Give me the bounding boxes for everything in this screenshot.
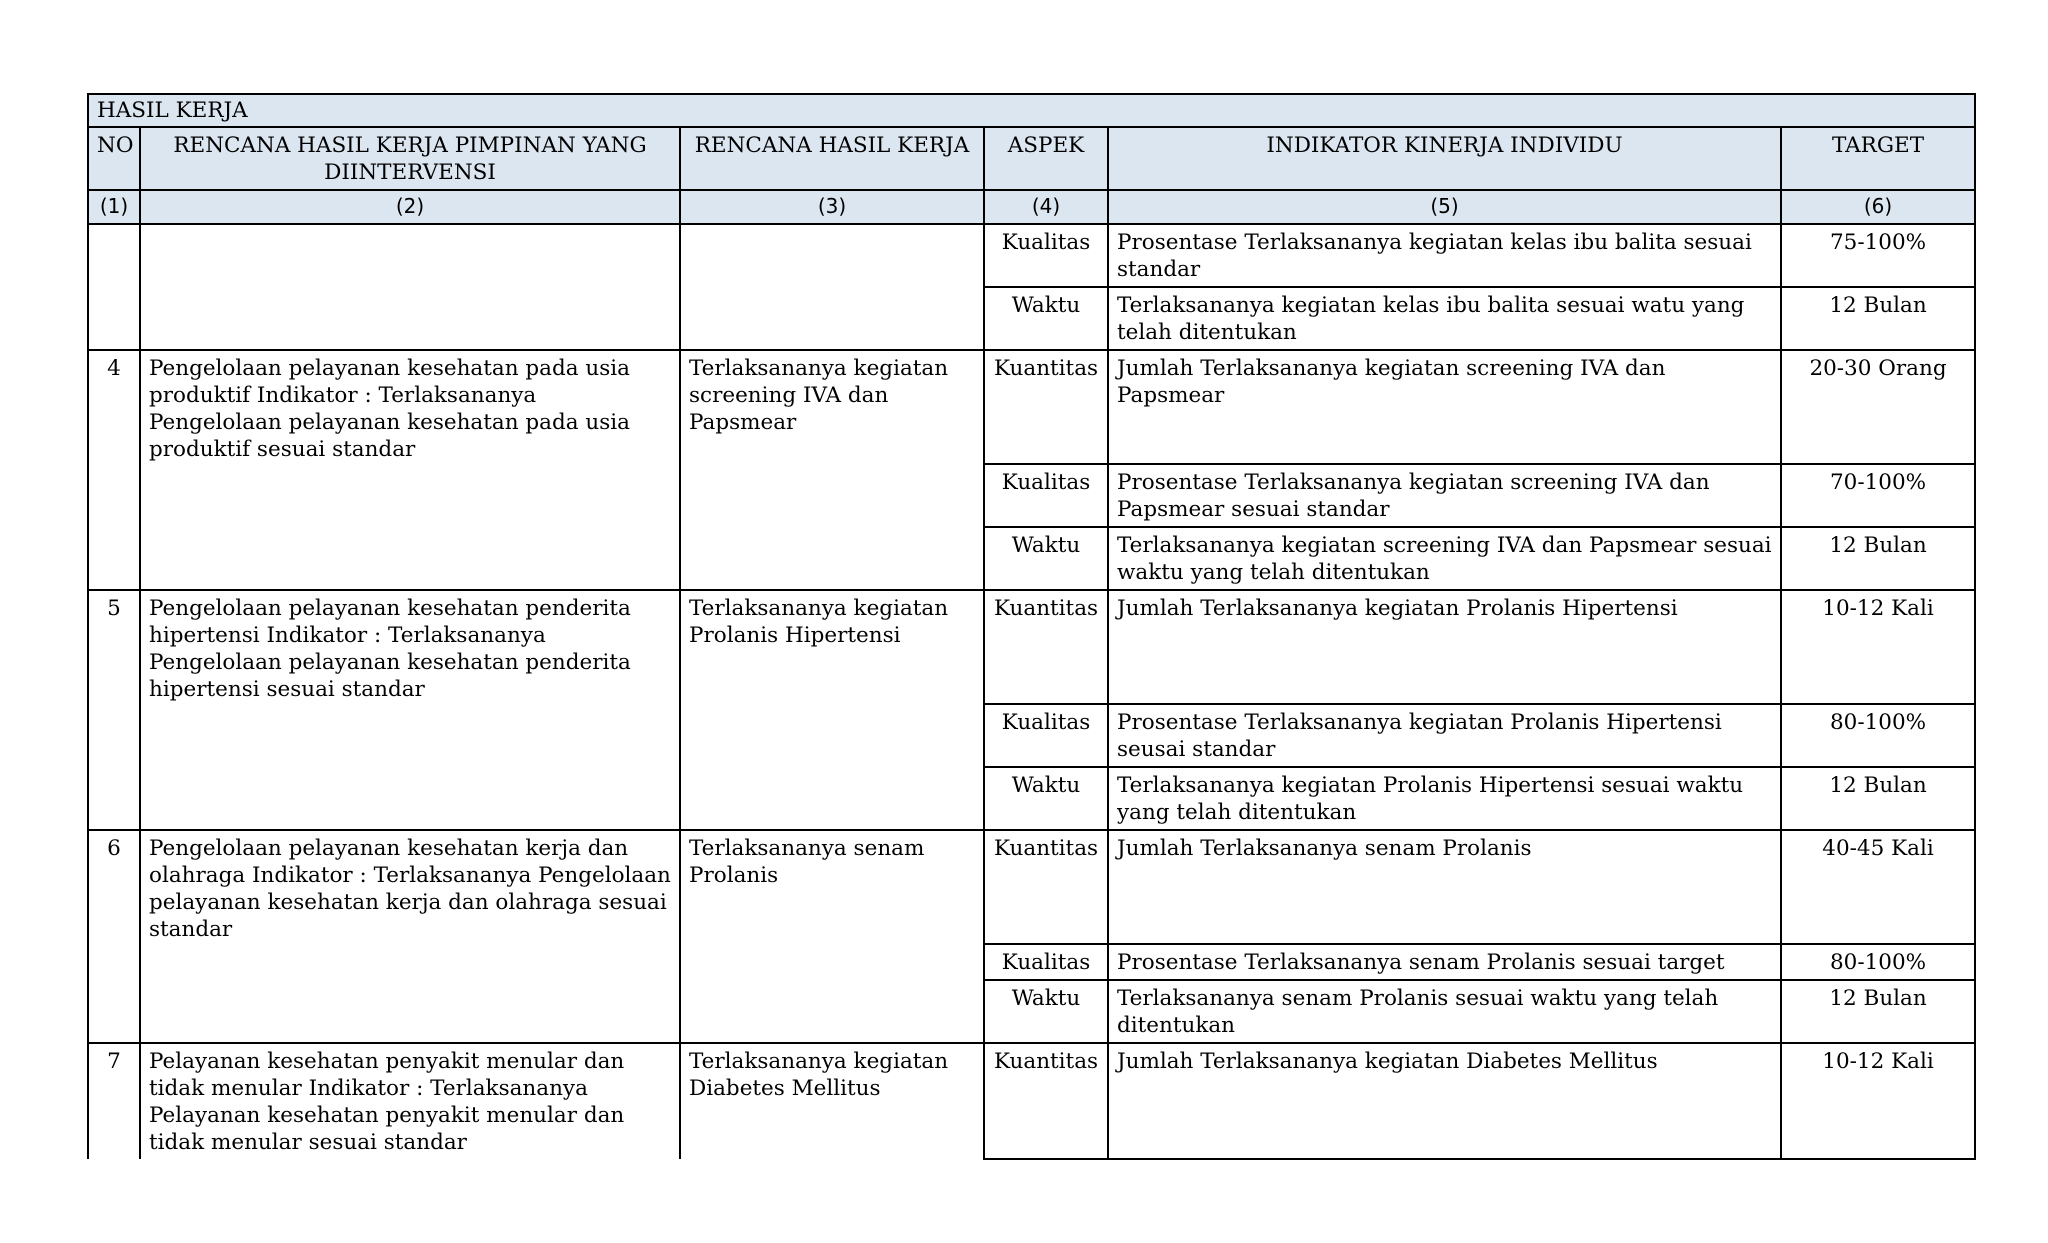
header-rencana-pimpinan: RENCANA HASIL KERJA PIMPINAN YANG DIINTERVENSI (140, 127, 680, 190)
aspek-cell: Waktu (984, 287, 1108, 350)
rencana-pimpinan-cell: Pengelolaan pelayanan kesehatan pada usia produktif Indikator : Terlaksananya Pengelolaan pelayanan kesehatan pada usia produktif sesuai standar (140, 350, 680, 590)
rencana-cell: Terlaksananya kegiatan Diabetes Mellitus (680, 1043, 984, 1159)
indikator-cell: Jumlah Terlaksananya kegiatan screening IVA dan Papsmear (1108, 350, 1781, 464)
indikator-cell: Prosentase Terlaksananya kegiatan screening IVA dan Papsmear sesuai standar (1108, 464, 1781, 527)
rencana-cell: Terlaksananya kegiatan screening IVA dan Papsmear (680, 350, 984, 590)
target-cell: 20-30 Orang (1781, 350, 1975, 464)
rencana-pimpinan-cell: Pengelolaan pelayanan kesehatan penderita hipertensi Indikator : Terlaksananya Pengelolaan pelayanan kesehatan penderita hipertensi sesuai standar (140, 590, 680, 830)
continued-no-cell (88, 224, 140, 350)
header-no: NO (88, 127, 140, 190)
row-number: 5 (88, 590, 140, 830)
aspek-cell: Kualitas (984, 944, 1108, 980)
aspek-cell: Kualitas (984, 464, 1108, 527)
column-number: (3) (680, 190, 984, 224)
indikator-cell: Prosentase Terlaksananya kegiatan kelas ibu balita sesuai standar (1108, 224, 1781, 287)
header-aspek: ASPEK (984, 127, 1108, 190)
target-cell: 40-45 Kali (1781, 830, 1975, 944)
indikator-cell: Jumlah Terlaksananya kegiatan Prolanis Hipertensi (1108, 590, 1781, 704)
indikator-cell: Terlaksananya kegiatan screening IVA dan Papsmear sesuai waktu yang telah ditentukan (1108, 527, 1781, 590)
indikator-cell: Terlaksananya kegiatan kelas ibu balita sesuai watu yang telah ditentukan (1108, 287, 1781, 350)
column-number: (4) (984, 190, 1108, 224)
target-cell: 12 Bulan (1781, 527, 1975, 590)
header-rencana: RENCANA HASIL KERJA (680, 127, 984, 190)
rencana-cell: Terlaksananya kegiatan Prolanis Hipertensi (680, 590, 984, 830)
rencana-pimpinan-cell: Pelayanan kesehatan penyakit menular dan tidak menular Indikator : Terlaksananya Pelayanan kesehatan penyakit menular dan tidak menular sesuai standar (140, 1043, 680, 1159)
table-title: HASIL KERJA (88, 94, 1975, 127)
aspek-cell: Kuantitas (984, 830, 1108, 944)
indikator-cell: Prosentase Terlaksananya kegiatan Prolanis Hipertensi seusai standar (1108, 704, 1781, 767)
aspek-cell: Kuantitas (984, 1043, 1108, 1159)
target-cell: 80-100% (1781, 944, 1975, 980)
indikator-cell: Jumlah Terlaksananya kegiatan Diabetes Mellitus (1108, 1043, 1781, 1159)
column-number: (1) (88, 190, 140, 224)
hasil-kerja-table (87, 93, 1976, 1160)
target-cell: 10-12 Kali (1781, 1043, 1975, 1159)
header-indikator: INDIKATOR KINERJA INDIVIDU (1108, 127, 1781, 190)
continued-rencana-cell (680, 224, 984, 350)
column-number: (5) (1108, 190, 1781, 224)
rencana-cell: Terlaksananya senam Prolanis (680, 830, 984, 1043)
target-cell: 70-100% (1781, 464, 1975, 527)
header-target: TARGET (1781, 127, 1975, 190)
continued-rencana-pimpinan-cell (140, 224, 680, 350)
target-cell: 75-100% (1781, 224, 1975, 287)
target-cell: 12 Bulan (1781, 287, 1975, 350)
aspek-cell: Waktu (984, 527, 1108, 590)
indikator-cell: Prosentase Terlaksananya senam Prolanis sesuai target (1108, 944, 1781, 980)
aspek-cell: Waktu (984, 767, 1108, 830)
target-cell: 10-12 Kali (1781, 590, 1975, 704)
target-cell: 12 Bulan (1781, 980, 1975, 1043)
column-number: (6) (1781, 190, 1975, 224)
indikator-cell: Jumlah Terlaksananya senam Prolanis (1108, 830, 1781, 944)
row-number: 4 (88, 350, 140, 590)
aspek-cell: Waktu (984, 980, 1108, 1043)
aspek-cell: Kuantitas (984, 590, 1108, 704)
aspek-cell: Kualitas (984, 704, 1108, 767)
aspek-cell: Kuantitas (984, 350, 1108, 464)
row-number: 7 (88, 1043, 140, 1159)
indikator-cell: Terlaksananya kegiatan Prolanis Hipertensi sesuai waktu yang telah ditentukan (1108, 767, 1781, 830)
row-number: 6 (88, 830, 140, 1043)
target-cell: 12 Bulan (1781, 767, 1975, 830)
aspek-cell: Kualitas (984, 224, 1108, 287)
column-number: (2) (140, 190, 680, 224)
indikator-cell: Terlaksananya senam Prolanis sesuai waktu yang telah ditentukan (1108, 980, 1781, 1043)
rencana-pimpinan-cell: Pengelolaan pelayanan kesehatan kerja dan olahraga Indikator : Terlaksananya Pengelolaan pelayanan kesehatan kerja dan olahraga sesuai standar (140, 830, 680, 1043)
target-cell: 80-100% (1781, 704, 1975, 767)
